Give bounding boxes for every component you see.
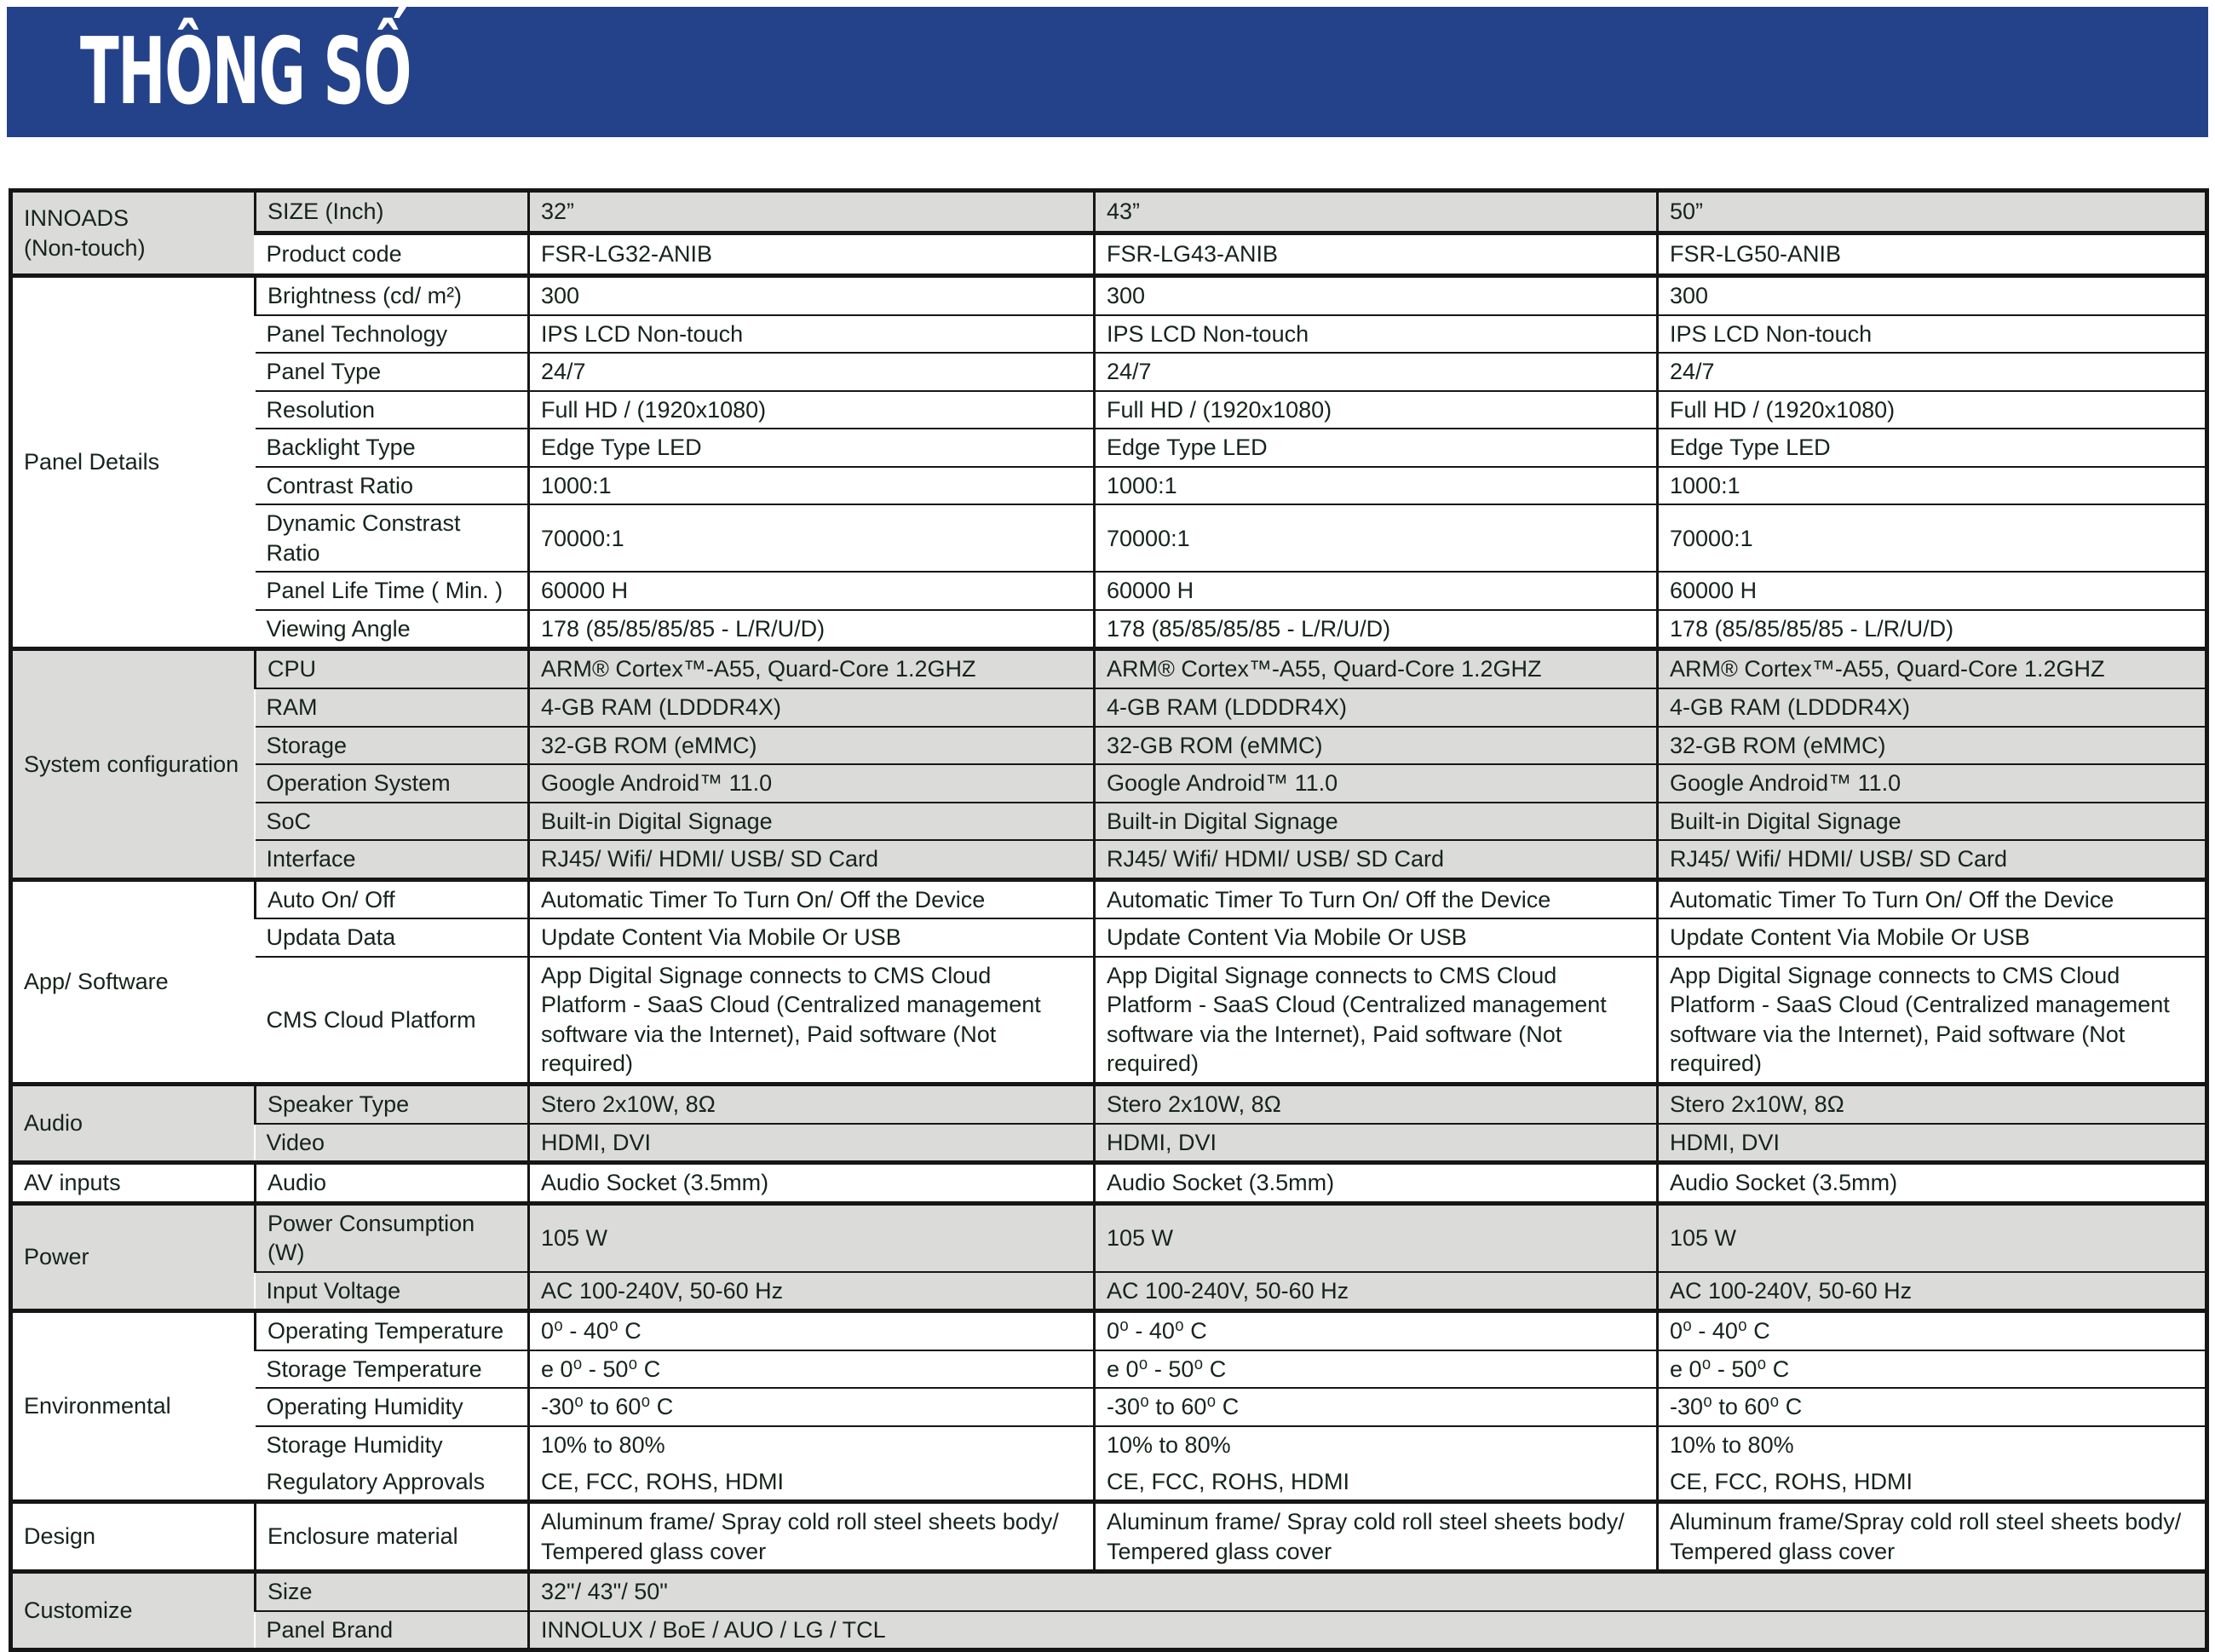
attribute-label: Interface (256, 840, 529, 879)
table-row (11, 918, 2207, 957)
value-cell: Built-in Digital Signage (529, 803, 1095, 841)
value-cell: 178 (85/85/85/85 - L/R/U/D) (1095, 610, 1658, 649)
section-av-inputs (11, 1163, 2207, 1204)
spec-table (9, 188, 2209, 1652)
attribute-label: Operation System (256, 764, 529, 803)
value-cell: e 0⁰ - 50⁰ C (1658, 1350, 2207, 1389)
table-row (11, 879, 2207, 918)
attribute-label: CMS Cloud Platform (256, 957, 529, 1085)
value-cell: Stero 2x10W, 8Ω (1658, 1085, 2207, 1124)
value-cell: IPS LCD Non-touch (1095, 315, 1658, 354)
attribute-label: RAM (256, 688, 529, 727)
value-cell: HDMI, DVI (1095, 1124, 1658, 1163)
table-row (11, 1464, 2207, 1502)
value-cell: App Digital Signage connects to CMS Cloud Platform - SaaS Cloud (Centralized management software via the Internet), Paid software (Not required) (529, 957, 1095, 1085)
value-cell: Aluminum frame/ Spray cold roll steel sheets body/ Tempered glass cover (529, 1502, 1095, 1572)
attribute-label: CPU (256, 649, 529, 688)
value-cell: 4-GB RAM (LDDDR4X) (529, 688, 1095, 727)
value-cell: 70000:1 (529, 504, 1095, 572)
value-cell: Full HD / (1920x1080) (1658, 391, 2207, 429)
table-row (11, 1124, 2207, 1163)
product-code-value: FSR-LG43-ANIB (1095, 233, 1658, 276)
table-row (11, 1572, 2207, 1611)
table-row (11, 1163, 2207, 1204)
value-cell: 105 W (1658, 1203, 2207, 1272)
attribute-label: Storage Temperature (256, 1350, 529, 1389)
table-row (11, 391, 2207, 429)
attribute-label: Operating Temperature (256, 1311, 529, 1350)
table-row (11, 649, 2207, 688)
value-cell: Aluminum frame/ Spray cold roll steel sheets body/ Tempered glass cover (1095, 1502, 1658, 1572)
category-cell: System configuration (11, 649, 256, 879)
value-cell: -30⁰ to 60⁰ C (529, 1388, 1095, 1426)
value-cell: 300 (529, 276, 1095, 315)
attribute-label: Size (256, 1572, 529, 1611)
value-cell: 1000:1 (529, 467, 1095, 505)
value-cell: Audio Socket (3.5mm) (1658, 1163, 2207, 1204)
attribute-label: Video (256, 1124, 529, 1163)
value-cell: ARM® Cortex™-A55, Quard-Core 1.2GHZ (1095, 649, 1658, 688)
product-code-value: FSR-LG32-ANIB (529, 233, 1095, 276)
category-cell: Environmental (24, 1393, 171, 1419)
attribute-label: SoC (256, 803, 529, 841)
value-cell: 32-GB ROM (eMMC) (1095, 727, 1658, 765)
value-cell: Update Content Via Mobile Or USB (1095, 918, 1658, 957)
value-cell: 32-GB ROM (eMMC) (529, 727, 1095, 765)
value-cell: -30⁰ to 60⁰ C (1658, 1388, 2207, 1426)
table-row (11, 957, 2207, 1085)
attribute-label: Input Voltage (256, 1272, 529, 1311)
attribute-label: Brightness (cd/ m²) (256, 276, 529, 315)
value-cell: 24/7 (1658, 353, 2207, 391)
value-cell: Stero 2x10W, 8Ω (1095, 1085, 1658, 1124)
value-cell: 10% to 80% (529, 1426, 1095, 1464)
category-cell: Power (11, 1203, 256, 1311)
category-cell: Design (24, 1523, 96, 1550)
product-code-label: Product code (256, 233, 529, 276)
value-cell: App Digital Signage connects to CMS Cloud Platform - SaaS Cloud (Centralized management software via the Internet), Paid software (Not required) (1658, 957, 2207, 1085)
value-cell: 4-GB RAM (LDDDR4X) (1658, 688, 2207, 727)
table-row (11, 504, 2207, 572)
table-row (11, 429, 2207, 467)
table-row (11, 610, 2207, 649)
value-cell: 60000 H (1658, 572, 2207, 610)
value-cell: 1000:1 (1658, 467, 2207, 505)
value-cell: App Digital Signage connects to CMS Cloud Platform - SaaS Cloud (Centralized management software via the Internet), Paid software (Not required) (1095, 957, 1658, 1085)
value-cell: Built-in Digital Signage (1095, 803, 1658, 841)
value-cell: 60000 H (529, 572, 1095, 610)
value-cell: Google Android™ 11.0 (529, 764, 1095, 803)
attribute-label: Auto On/ Off (256, 879, 529, 918)
attribute-label: Storage (256, 727, 529, 765)
spec-sheet-page (0, 7, 2215, 1652)
product-code-value: FSR-LG50-ANIB (1658, 233, 2207, 276)
value-cell: 1000:1 (1095, 467, 1658, 505)
size-header-label: SIZE (Inch) (256, 191, 529, 233)
value-cell: ARM® Cortex™-A55, Quard-Core 1.2GHZ (1658, 649, 2207, 688)
section-design (11, 1502, 2207, 1572)
section-power (11, 1203, 2207, 1311)
merged-value-cell: INNOLUX / BoE / AUO / LG / TCL (529, 1611, 2207, 1650)
table-row (11, 1502, 2207, 1572)
value-cell: Edge Type LED (1658, 429, 2207, 467)
value-cell: Edge Type LED (1095, 429, 1658, 467)
value-cell: 105 W (1095, 1203, 1658, 1272)
value-cell: 300 (1658, 276, 2207, 315)
table-row (11, 1311, 2207, 1350)
value-cell: Stero 2x10W, 8Ω (529, 1085, 1095, 1124)
table-row (11, 315, 2207, 354)
value-cell: IPS LCD Non-touch (529, 315, 1095, 354)
category-cell: App/ Software (24, 969, 169, 995)
value-cell: 70000:1 (1658, 504, 2207, 572)
table-row (11, 727, 2207, 765)
value-cell: 178 (85/85/85/85 - L/R/U/D) (529, 610, 1095, 649)
table-row (11, 1085, 2207, 1124)
attribute-label: Operating Humidity (256, 1388, 529, 1426)
attribute-label: Resolution (256, 391, 529, 429)
value-cell: ARM® Cortex™-A55, Quard-Core 1.2GHZ (529, 649, 1095, 688)
table-row (11, 276, 2207, 315)
table-row (11, 803, 2207, 841)
size-column-header: 50” (1658, 191, 2207, 233)
merged-value-cell: 32"/ 43"/ 50" (529, 1572, 2207, 1611)
value-cell: Audio Socket (3.5mm) (529, 1163, 1095, 1204)
brand-line1: INNOADS (24, 204, 129, 231)
page-banner (7, 7, 2208, 137)
value-cell: 10% to 80% (1095, 1426, 1658, 1464)
value-cell: 4-GB RAM (LDDDR4X) (1095, 688, 1658, 727)
value-cell: AC 100-240V, 50-60 Hz (1095, 1272, 1658, 1311)
attribute-label: Panel Technology (256, 315, 529, 354)
attribute-label: Speaker Type (256, 1085, 529, 1124)
table-row (11, 572, 2207, 610)
value-cell: Built-in Digital Signage (1658, 803, 2207, 841)
value-cell: RJ45/ Wifi/ HDMI/ USB/ SD Card (1658, 840, 2207, 879)
value-cell: HDMI, DVI (529, 1124, 1095, 1163)
value-cell: Audio Socket (3.5mm) (1095, 1163, 1658, 1204)
table-row (11, 1611, 2207, 1650)
section-customize (11, 1572, 2207, 1650)
value-cell: 0⁰ - 40⁰ C (1095, 1311, 1658, 1350)
category-cell: Audio (11, 1085, 256, 1163)
value-cell: Edge Type LED (529, 429, 1095, 467)
value-cell: CE, FCC, ROHS, HDMI (1658, 1464, 2207, 1502)
brand-cell (11, 191, 256, 276)
attribute-label: Storage Humidity (256, 1426, 529, 1464)
attribute-label: Backlight Type (256, 429, 529, 467)
value-cell: Automatic Timer To Turn On/ Off the Device (1658, 879, 2207, 918)
value-cell: CE, FCC, ROHS, HDMI (529, 1464, 1095, 1502)
value-cell: 10% to 80% (1658, 1426, 2207, 1464)
section-environmental (11, 1311, 2207, 1502)
table-row (11, 840, 2207, 879)
value-cell: Update Content Via Mobile Or USB (1658, 918, 2207, 957)
value-cell: 32-GB ROM (eMMC) (1658, 727, 2207, 765)
value-cell: Aluminum frame/Spray cold roll steel sheets body/ Tempered glass cover (1658, 1502, 2207, 1572)
section-app-software (11, 879, 2207, 1084)
size-column-header: 32” (529, 191, 1095, 233)
section-audio (11, 1085, 2207, 1163)
value-cell: 300 (1095, 276, 1658, 315)
value-cell: 0⁰ - 40⁰ C (529, 1311, 1095, 1350)
table-row (11, 688, 2207, 727)
table-row (11, 1272, 2207, 1311)
value-cell: 24/7 (1095, 353, 1658, 391)
page-title: THÔNG SỐ (80, 18, 411, 125)
value-cell: e 0⁰ - 50⁰ C (1095, 1350, 1658, 1389)
value-cell: Full HD / (1920x1080) (1095, 391, 1658, 429)
value-cell: Automatic Timer To Turn On/ Off the Device (1095, 879, 1658, 918)
value-cell: CE, FCC, ROHS, HDMI (1095, 1464, 1658, 1502)
attribute-label: Panel Type (256, 353, 529, 391)
attribute-label: Panel Brand (256, 1611, 529, 1650)
category-cell: Customize (11, 1572, 256, 1650)
table-row (11, 764, 2207, 803)
value-cell: -30⁰ to 60⁰ C (1095, 1388, 1658, 1426)
value-cell: 24/7 (529, 353, 1095, 391)
attribute-label: Viewing Angle (256, 610, 529, 649)
table-row (11, 1350, 2207, 1389)
section-system-configuration (11, 649, 2207, 879)
table-row (11, 1426, 2207, 1464)
value-cell: AC 100-240V, 50-60 Hz (1658, 1272, 2207, 1311)
value-cell: RJ45/ Wifi/ HDMI/ USB/ SD Card (529, 840, 1095, 879)
attribute-label: Power Consumption (W) (256, 1203, 529, 1272)
attribute-label: Enclosure material (256, 1502, 529, 1572)
category-cell: Panel Details (24, 449, 160, 475)
attribute-label: Regulatory Approvals (266, 1468, 486, 1494)
table-row (11, 1388, 2207, 1426)
size-column-header: 43” (1095, 191, 1658, 233)
value-cell: RJ45/ Wifi/ HDMI/ USB/ SD Card (1095, 840, 1658, 879)
table-row (11, 353, 2207, 391)
spec-table-header (11, 191, 2207, 276)
attribute-label: Updata Data (256, 918, 529, 957)
value-cell: Automatic Timer To Turn On/ Off the Device (529, 879, 1095, 918)
attribute-label: Audio (256, 1163, 529, 1204)
value-cell: Update Content Via Mobile Or USB (529, 918, 1095, 957)
table-row (11, 1203, 2207, 1272)
table-row (11, 467, 2207, 505)
section-panel-details (11, 276, 2207, 649)
value-cell: AC 100-240V, 50-60 Hz (529, 1272, 1095, 1311)
category-cell: AV inputs (24, 1170, 121, 1196)
attribute-label: Contrast Ratio (256, 467, 529, 505)
value-cell: 0⁰ - 40⁰ C (1658, 1311, 2207, 1350)
value-cell: 70000:1 (1095, 504, 1658, 572)
value-cell: e 0⁰ - 50⁰ C (529, 1350, 1095, 1389)
value-cell: HDMI, DVI (1658, 1124, 2207, 1163)
value-cell: Google Android™ 11.0 (1095, 764, 1658, 803)
value-cell: 60000 H (1095, 572, 1658, 610)
value-cell: 105 W (529, 1203, 1095, 1272)
value-cell: Full HD / (1920x1080) (529, 391, 1095, 429)
attribute-label: Dynamic Constrast Ratio (256, 504, 529, 572)
value-cell: Google Android™ 11.0 (1658, 764, 2207, 803)
attribute-label: Panel Life Time ( Min. ) (256, 572, 529, 610)
value-cell: IPS LCD Non-touch (1658, 315, 2207, 354)
value-cell: 178 (85/85/85/85 - L/R/U/D) (1658, 610, 2207, 649)
brand-line2: (Non-touch) (24, 234, 146, 261)
